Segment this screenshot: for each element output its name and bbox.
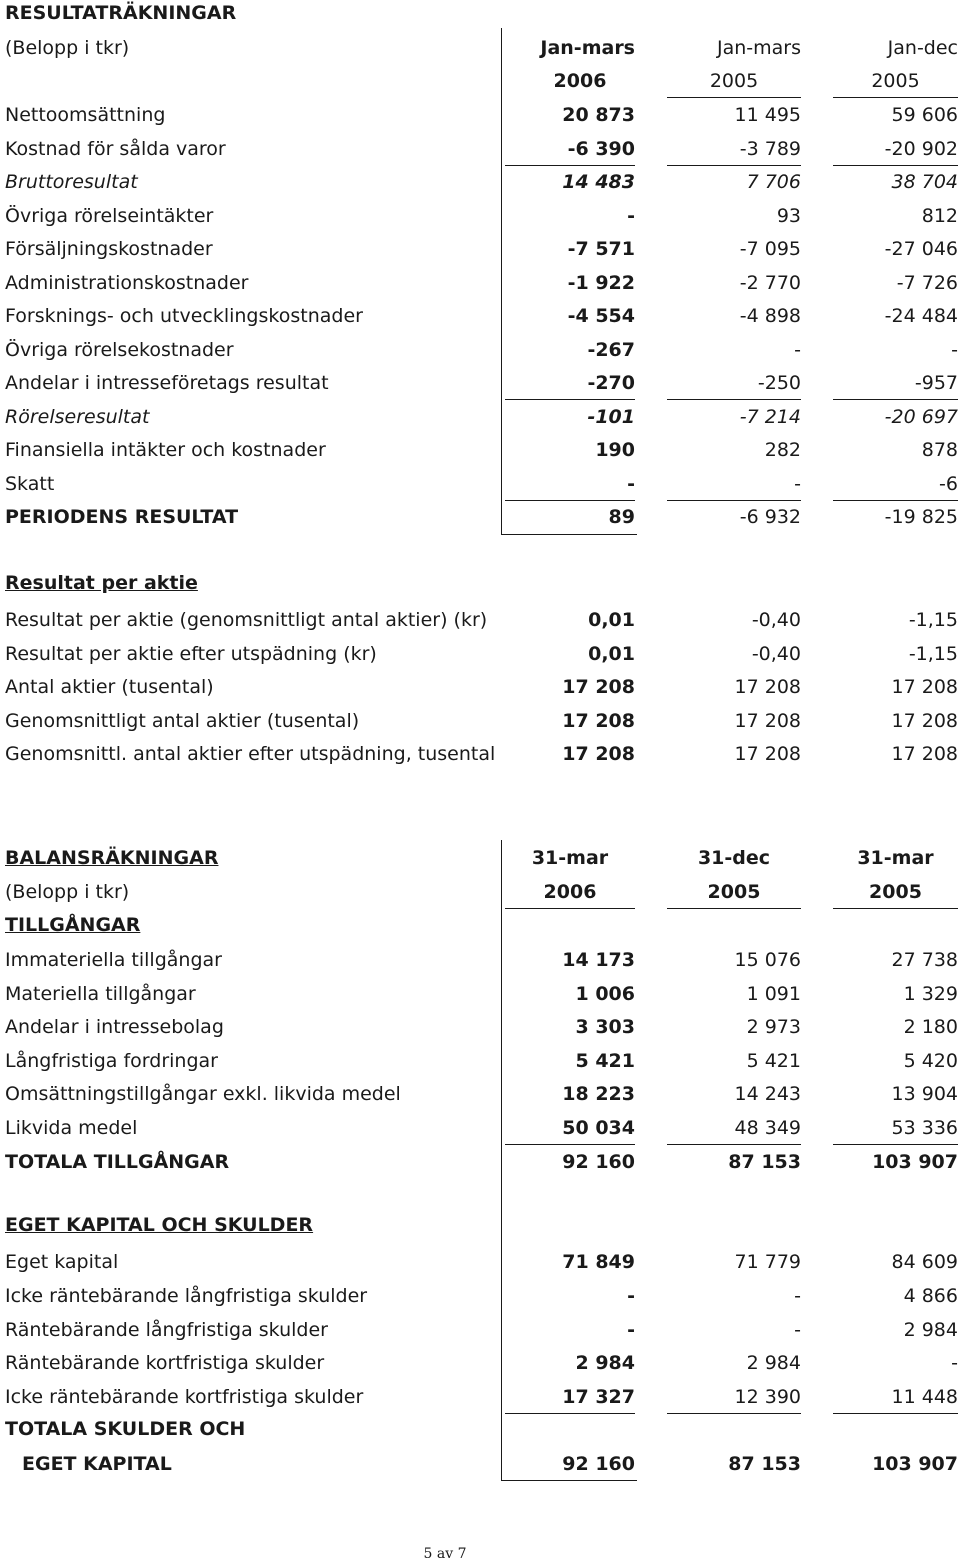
row-value-col1: 17 208 [562,676,635,698]
row-label: Resultat per aktie (genomsnittligt antal aktier) (kr) [5,609,488,631]
row-value-col3: 2 180 [903,1016,958,1039]
row-label: Genomsnittligt antal aktier (tusental) [5,709,360,732]
row-value-col3: 103 907 [872,1453,958,1475]
row-value-col2: -0,40 [751,609,801,631]
row-value-col1: - [505,468,635,501]
row-value-col3: 27 738 [891,949,958,971]
row-value-col2: 5 421 [746,1049,801,1072]
row-value-col2: 17 208 [734,709,801,732]
row-value-col1: 0,01 [588,609,635,631]
row-value-col1: 190 [595,439,635,461]
row-value-col2: 282 [764,439,801,461]
row-label: Skatt [5,472,55,495]
row-value-col1: -1 922 [567,271,635,294]
row-value-col3: -957 [833,367,958,400]
balance-header-col1: 31-mar [531,847,609,869]
row-label: Omsättningstillgångar exkl. likvida medel [5,1083,401,1106]
row-value-col2: 1 091 [746,982,801,1005]
table-row [0,300,960,334]
row-value-col1: 18 223 [562,1083,635,1106]
row-value-col3: 103 907 [872,1151,958,1173]
table-row [0,133,960,167]
row-value-col1: 50 034 [505,1112,635,1145]
row-label: PERIODENS RESULTAT [5,506,239,528]
row-label: Rörelseresultat [5,405,150,428]
income-year-row [0,65,960,99]
row-value-col1: 71 849 [562,1251,635,1273]
table-row [0,233,960,267]
table-row [0,99,960,133]
income-unit: (Belopp i tkr) [5,37,130,59]
row-value-col1: 14 483 [562,171,635,193]
row-value-col1: 17 208 [562,743,635,765]
row-value-col2: -7 095 [739,238,801,260]
row-value-col1: -267 [587,338,635,361]
row-value-col1: 92 160 [562,1453,635,1475]
row-value-col1: -7 571 [567,238,635,260]
table-row [0,367,960,401]
balance-header-col2: 31-dec [697,847,771,869]
row-value-col2: 93 [776,204,801,227]
row-value-col3: 812 [921,204,958,227]
balance-year-col3: 2005 [833,876,958,909]
balance-header-row [0,842,960,876]
table-row [0,944,960,978]
row-value-col2: 14 243 [734,1083,801,1106]
row-value-col1: 20 873 [562,104,635,126]
row-value-col3: 4 866 [903,1284,958,1307]
row-label: Räntebärande kortfristiga skulder [5,1352,325,1375]
row-value-col2: - [667,468,801,501]
liabilities-title: EGET KAPITAL OCH SKULDER [5,1214,314,1236]
row-value-col3: - [951,338,958,361]
row-label: Icke räntebärande kortfristiga skulder [5,1386,364,1409]
row-value-col2: 12 390 [667,1381,801,1414]
row-value-col3: 17 208 [891,743,958,765]
row-label: Likvida medel [5,1117,138,1139]
balance-year-col1: 2006 [505,876,635,909]
liabilities-total-row [0,1448,960,1482]
row-label: Långfristiga fordringar [5,1049,218,1072]
row-value-col2: - [794,1284,801,1307]
income-year-col2: 2005 [667,65,801,98]
row-label: Immateriella tillgångar [5,949,222,971]
table-row [0,1011,960,1045]
table-row [0,738,960,772]
row-value-col3: 59 606 [891,104,958,126]
row-value-col2: 11 495 [734,104,801,126]
row-value-col3: 11 448 [833,1381,958,1414]
row-label: Genomsnittl. antal aktier efter utspädning, tusental [5,743,495,765]
table-row [0,705,960,739]
balance-title: BALANSRÄKNINGAR [5,847,219,869]
table-row [0,638,960,672]
row-label: Resultat per aktie efter utspädning (kr) [5,642,377,665]
row-value-col3: -24 484 [884,305,958,327]
table-row [0,1381,960,1415]
row-value-col1: -101 [587,405,635,428]
table-row [0,267,960,301]
row-value-col2: 15 076 [734,949,801,971]
row-value-col2: -250 [667,367,801,400]
balance-year-col2: 2005 [667,876,801,909]
row-value-col1: 2 984 [575,1352,635,1375]
row-value-col1: -6 390 [505,133,635,166]
assets-total-row [0,1146,960,1180]
row-value-col1: -4 554 [567,305,635,327]
row-value-col1: -270 [505,367,635,400]
row-label: Finansiella intäkter och kostnader [5,439,326,461]
table-row [0,978,960,1012]
income-year-col1: 2006 [553,70,607,92]
row-value-col2: -2 770 [739,271,801,294]
row-value-col1: 14 173 [562,949,635,971]
row-value-col1: 0,01 [588,642,635,665]
row-label: Forsknings- och utvecklingskostnader [5,305,363,327]
row-label: Försäljningskostnader [5,238,213,260]
table-row [0,200,960,234]
row-value-col1: 5 421 [575,1049,635,1072]
row-value-col2: - [794,1318,801,1341]
table-row [0,1280,960,1314]
row-value-col3: -20 902 [833,133,958,166]
row-value-col1: - [627,1284,635,1307]
income-header-col3: Jan-dec [887,37,958,59]
row-value-col2: -4 898 [739,305,801,327]
row-label: Antal aktier (tusental) [5,676,214,698]
table-row [0,1112,960,1146]
row-value-col2: -7 214 [739,405,801,428]
assets-title: TILLGÅNGAR [5,914,141,936]
row-value-col3: -20 697 [884,405,958,428]
row-value-col3: -19 825 [884,506,958,528]
row-value-col3: 38 704 [891,171,958,193]
row-label: Administrationskostnader [5,271,249,294]
row-label: Andelar i intressebolag [5,1016,224,1039]
row-label: Nettoomsättning [5,104,166,126]
table-row [0,401,960,435]
table-row [0,468,960,502]
liabilities-total-line1: TOTALA SKULDER OCH [5,1418,246,1440]
row-label: Bruttoresultat [5,171,138,193]
row-value-col2: 87 153 [728,1151,801,1173]
row-label: Andelar i intresseföretags resultat [5,372,329,394]
row-value-col3: -1,15 [908,609,958,631]
per-share-title: Resultat per aktie [5,572,198,594]
row-label: Materiella tillgångar [5,982,196,1005]
table-row [0,1078,960,1112]
row-label: Övriga rörelsekostnader [5,338,234,361]
row-value-col3: 17 208 [891,709,958,732]
row-value-col2: 2 984 [746,1352,801,1375]
row-value-col3: 878 [921,439,958,461]
row-value-col3: -6 [833,468,958,501]
row-value-col2: 17 208 [734,743,801,765]
row-value-col1: - [627,1318,635,1341]
row-value-col3: 1 329 [903,982,958,1005]
table-row [0,166,960,200]
row-value-col2: 71 779 [734,1251,801,1273]
table-row [0,1347,960,1381]
income-header-row [0,32,960,66]
row-value-col2: -6 932 [739,506,801,528]
table-row [0,1045,960,1079]
row-value-col1: 17 208 [562,709,635,732]
row-label: Eget kapital [5,1251,119,1273]
row-value-col2: -3 789 [667,133,801,166]
row-value-col1: 92 160 [562,1151,635,1173]
row-value-col3: 5 420 [903,1049,958,1072]
row-label: TOTALA TILLGÅNGAR [5,1151,230,1173]
row-label: Räntebärande långfristiga skulder [5,1318,328,1341]
row-value-col1: 89 [608,506,635,528]
income-header-col1: Jan-mars [540,37,635,59]
row-value-col2: 2 973 [746,1016,801,1039]
row-value-col2: 17 208 [734,676,801,698]
row-value-col1: 1 006 [575,982,635,1005]
row-value-col2: 7 706 [746,171,801,193]
row-value-col3: -1,15 [908,642,958,665]
table-row [0,434,960,468]
row-value-col2: -0,40 [751,642,801,665]
row-label: Övriga rörelseintäkter [5,204,214,227]
table-row [0,1246,960,1280]
row-value-col3: - [951,1352,958,1375]
row-value-col3: -27 046 [884,238,958,260]
balance-year-row [0,876,960,910]
period-result-row [0,501,960,535]
income-year-col3: 2005 [833,65,958,98]
balance-header-col3: 31-mar [857,847,934,869]
row-value-col1: - [627,204,635,227]
table-row [0,671,960,705]
row-value-col1: 17 327 [505,1381,635,1414]
table-row [0,334,960,368]
row-label: EGET KAPITAL [22,1453,172,1475]
income-header-col2: Jan-mars [716,37,801,59]
table-row [0,604,960,638]
row-label: Icke räntebärande långfristiga skulder [5,1284,368,1307]
row-value-col2: 48 349 [667,1112,801,1145]
table-row [0,1314,960,1348]
row-value-col3: -7 726 [896,271,958,294]
income-title: RESULTATRÄKNINGAR [5,2,237,24]
row-label: Kostnad för sålda varor [5,137,226,160]
page-number: 5 av 7 [423,1546,467,1562]
row-value-col1: 3 303 [575,1016,635,1039]
row-value-col3: 17 208 [891,676,958,698]
row-value-col2: 87 153 [728,1453,801,1475]
row-value-col2: - [794,338,801,361]
row-value-col3: 84 609 [891,1251,958,1273]
row-value-col3: 53 336 [833,1112,958,1145]
row-value-col3: 2 984 [903,1318,958,1341]
balance-unit: (Belopp i tkr) [5,881,130,903]
row-value-col3: 13 904 [891,1083,958,1106]
